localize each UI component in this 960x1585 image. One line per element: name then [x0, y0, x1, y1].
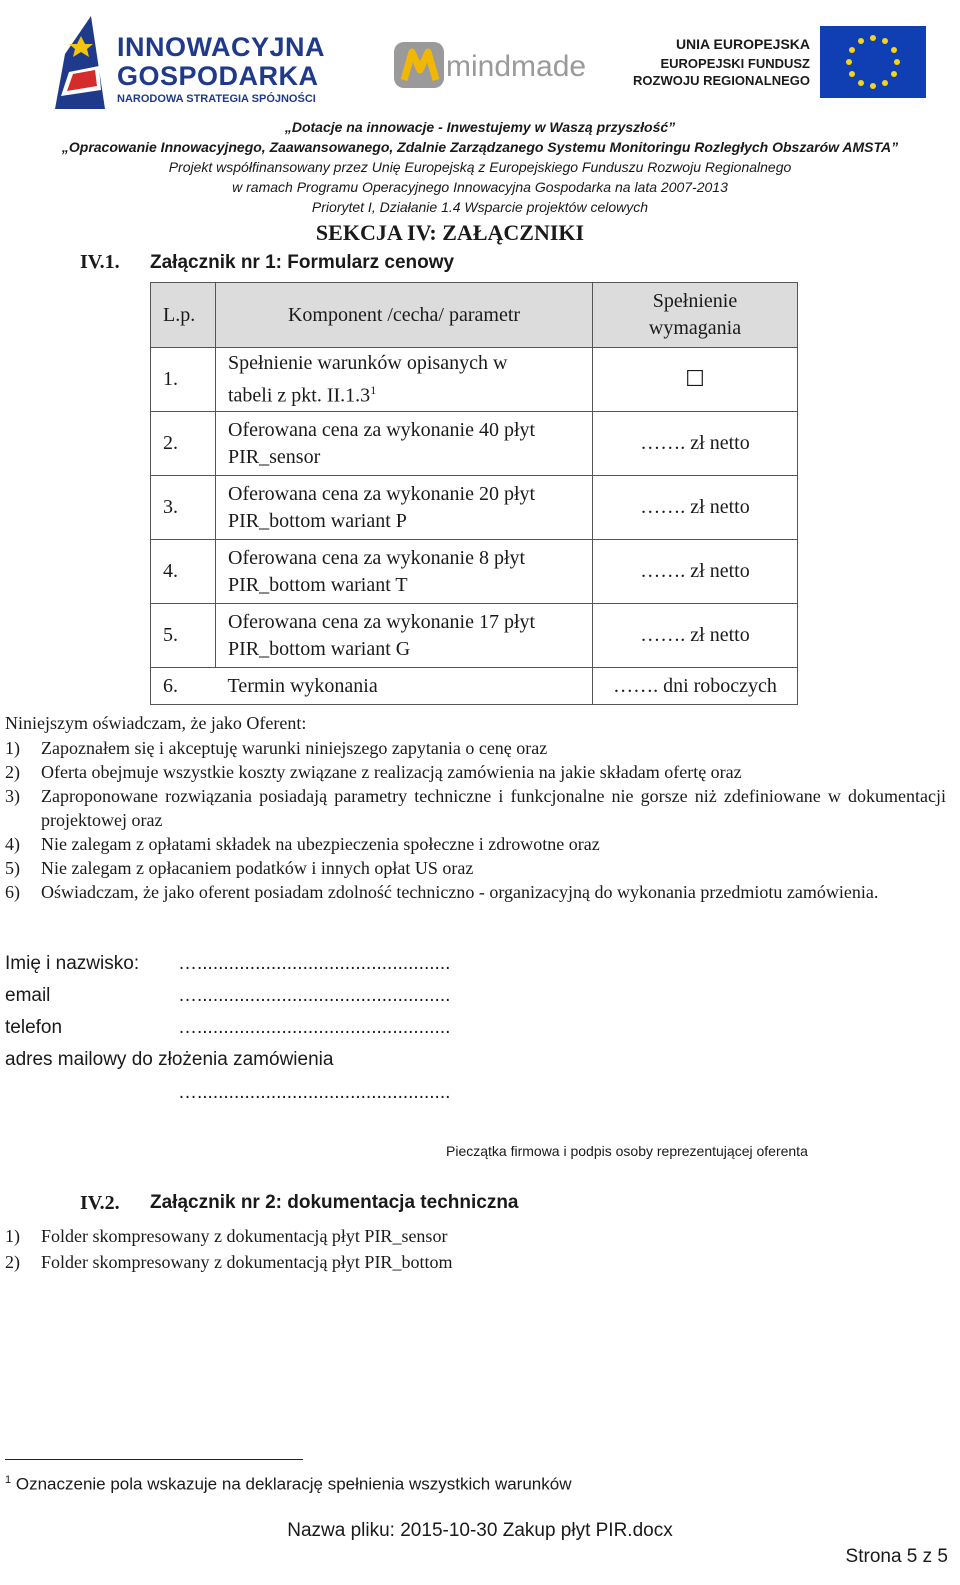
deadline-label: Termin wykonania	[216, 668, 593, 705]
footnote: $^1$ Oznaczenie pola wskazuje na deklarację spełnienia wszystkich warunków	[5, 1474, 572, 1494]
requirement-checkbox[interactable]: ☐	[593, 348, 798, 412]
innowacyjna-gospodarka-logo	[55, 14, 355, 109]
footer-filename: Nazwa pliku: 2015-10-30 Zakup płyt PIR.docx	[287, 1520, 673, 1541]
price-field[interactable]: ……. zł netto	[593, 604, 798, 668]
section-heading: SEKCJA IV: ZAŁĄCZNIKI	[315, 220, 585, 245]
name-label: Imię i nazwisko:	[5, 953, 140, 974]
header-lp: L.p.	[151, 283, 216, 348]
footnote-reference: 1	[370, 382, 377, 397]
logo-right-line2: EUROPEJSKI FUNDUSZ	[660, 56, 810, 71]
price-field[interactable]: ……. zł netto	[593, 412, 798, 476]
email-label: email	[5, 985, 51, 1006]
row-lp: 3.	[151, 476, 216, 540]
email-field[interactable]: …................................................	[178, 985, 451, 1006]
declaration-intro: Niniejszym oświadczam, że jako Oferent:	[5, 713, 307, 733]
logo-left-line2: GOSPODARKA	[117, 61, 319, 91]
logo-left-line1: INNOWACYJNA	[117, 32, 326, 62]
footnote-separator	[5, 1459, 303, 1460]
project-line-2: „Opracowanie Innowacyjnego, Zaawansowanego, Zdalnie Zarządzanego Systemu Monitoringu Rozległych Obszarów AMSTA”	[61, 139, 899, 155]
project-line-1: „Dotacje na innowacje - Inwestujemy w Waszą przyszłość”	[284, 119, 676, 135]
table-row	[151, 540, 798, 604]
mindmade-wordmark: mindmade	[446, 50, 587, 83]
annex2-number: IV.2.	[80, 1192, 120, 1214]
row-component: Spełnienie warunków opisanych w tabeli z pkt. II.1.3$^1$	[216, 348, 593, 412]
table-row	[151, 604, 798, 668]
row-component: Oferowana cena za wykonanie 8 płyt PIR_bottom wariant T	[216, 540, 593, 604]
unia-europejska-logo	[628, 26, 938, 98]
row-lp: 1.	[151, 348, 216, 412]
project-line-5: Priorytet I, Działanie 1.4 Wsparcie projektów celowych	[311, 199, 649, 215]
page-number: Strona 5 z 5	[845, 1546, 948, 1567]
project-line-4: w ramach Programu Operacyjnego Innowacyjna Gospodarka na lata 2007-2013	[232, 179, 728, 195]
deadline-field[interactable]: ……. dni roboczych	[593, 668, 798, 705]
name-field[interactable]: …................................................	[178, 953, 451, 974]
phone-label: telefon	[5, 1017, 63, 1038]
price-field[interactable]: ……. zł netto	[593, 540, 798, 604]
project-line-3: Projekt współfinansowany przez Unię Europejską z Europejskiego Funduszu Rozwoju Regionalnego	[168, 159, 792, 175]
logo-left-line3: NARODOWA STRATEGIA SPÓJNOŚCI	[117, 93, 316, 105]
table-row	[151, 412, 798, 476]
table-row-deadline	[151, 668, 798, 705]
row-component: Oferowana cena za wykonanie 17 płyt PIR_bottom wariant G	[216, 604, 593, 668]
row-lp: 6.	[151, 668, 216, 705]
row-component: Oferowana cena za wykonanie 20 płyt PIR_bottom wariant P	[216, 476, 593, 540]
mindmade-logo	[390, 36, 590, 98]
header-component: Komponent /cecha/ parametr	[216, 283, 593, 348]
eu-flag-icon	[820, 26, 926, 98]
price-form-table	[150, 282, 798, 705]
table-header-row	[151, 283, 798, 348]
price-field[interactable]: ……. zł netto	[593, 476, 798, 540]
signature-caption: Pieczątka firmowa i podpis osoby reprezentującej oferenta	[446, 1143, 808, 1159]
header-requirement: Spełnienie wymagania	[593, 283, 798, 348]
logo-right-line3: ROZWOJU REGIONALNEGO	[633, 73, 810, 88]
row-lp: 2.	[151, 412, 216, 476]
order-email-label: adres mailowy do złożenia zamówienia	[5, 1049, 334, 1070]
row-lp: 5.	[151, 604, 216, 668]
annex1-number: IV.1.	[80, 251, 120, 273]
mindmade-emblem	[390, 36, 450, 94]
table-row	[151, 348, 798, 412]
order-email-field[interactable]: …................................................	[178, 1082, 451, 1103]
row-lp: 4.	[151, 540, 216, 604]
table-row	[151, 476, 798, 540]
logo-right-line1: UNIA EUROPEJSKA	[675, 36, 810, 52]
annex2-title: Załącznik nr 2: dokumentacja techniczna	[150, 1192, 519, 1213]
annex1-title: Załącznik nr 1: Formularz cenowy	[150, 252, 455, 273]
phone-field[interactable]: …................................................	[178, 1017, 451, 1038]
row-component: Oferowana cena za wykonanie 40 płyt PIR_sensor	[216, 412, 593, 476]
